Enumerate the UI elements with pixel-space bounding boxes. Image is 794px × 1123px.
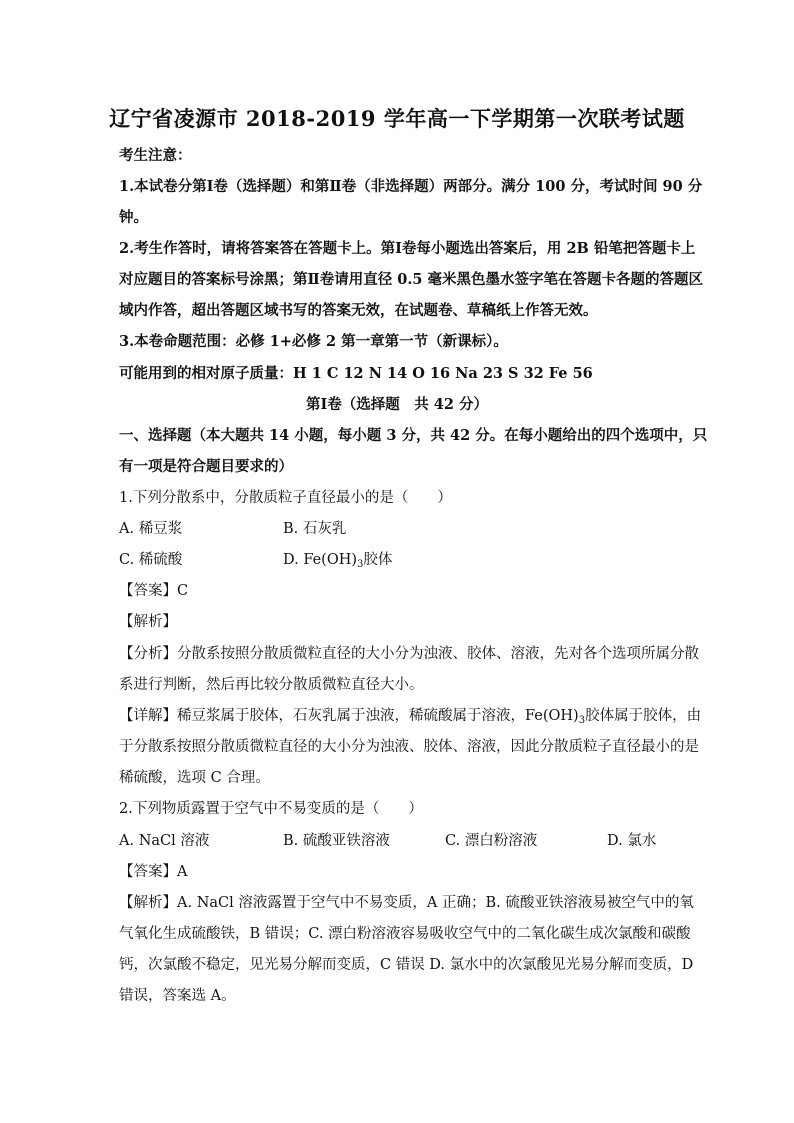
notice-3: 3.本卷命题范围：必修 1+必修 2 第一章第一节（新课标）。 (119, 333, 508, 350)
q1-answer: 【答案】C (119, 583, 189, 599)
atomic-mass-line: 可能用到的相对原子质量：H 1 C 12 N 14 O 16 Na 23 S 32 Fe 56 (119, 365, 593, 382)
section-title: 第Ⅰ卷（选择题 共 42 分） (305, 396, 489, 413)
q2-option-b: B. 硫酸亚铁溶液 (283, 833, 390, 849)
q2-jiexi-line-4: 错误，答案选 A。 (119, 988, 236, 1004)
part1-instructions-line-1: 一、选择题（本大题共 14 小题，每小题 3 分，共 42 分。在每小题给出的四个选项中，只 (119, 427, 708, 444)
q1-fenxi-line-2: 系进行判断，然后再比较分散质微粒直径大小。 (119, 677, 424, 693)
q1-option-a: A. 稀豆浆 (119, 521, 183, 537)
page-title: 辽宁省凌源市 2018-2019 学年高一下学期第一次联考试题 (109, 106, 685, 131)
q2-option-d: D. 氯水 (607, 833, 657, 849)
q1-analysis-heading: 【解析】 (119, 614, 177, 630)
q2-option-c: C. 漂白粉溶液 (445, 833, 538, 849)
q1-option-d: D. $Fe(OH)_3$胶体 (283, 552, 393, 570)
notice-2-line-3: 域内作答，超出答题区域书写的答案无效，在试题卷、草稿纸上作答无效。 (119, 302, 598, 319)
q2-jiexi-line-2: 气氧化生成硫酸铁，B 错误；C. 漂白粉溶液容易吸收空气中的二氧化碳生成次氯酸和碳酸 (119, 926, 691, 942)
q2-option-a: A. NaCl 溶液 (119, 833, 210, 849)
notice-2-line-2: 对应题目的答案标号涂黑；第Ⅱ卷请用直径 0.5 毫米黑色墨水签字笔在答题卡各题的答题区 (119, 271, 704, 288)
q2-jiexi-line-1: 【解析】A. NaCl 溶液露置于空气中不易变质，A 正确；B. 硫酸亚铁溶液易被空气中的氧 (119, 895, 694, 911)
notice-heading: 考生注意： (119, 147, 192, 164)
q2-stem: 2.下列物质露置于空气中不易变质的是（ ） (119, 801, 423, 817)
q2-jiexi-line-3: 钙，次氯酸不稳定，见光易分解而变质，C 错误 D. 氯水中的次氯酸见光易分解而变质，D (119, 957, 694, 973)
q1-stem: 1.下列分散系中，分散质粒子直径最小的是（ ） (119, 490, 452, 506)
part1-instructions-line-2: 有一项是符合题目要求的） (119, 458, 293, 475)
notice-1-line-1: 1.本试卷分第Ⅰ卷（选择题）和第Ⅱ卷（非选择题）两部分。满分 100 分，考试时间 90 分 (119, 178, 703, 195)
q2-answer: 【答案】A (119, 864, 188, 880)
q1-xiangjie-line-2: 于分散系按照分散质微粒直径的大小分为浊液、胶体、溶液，因此分散质粒子直径最小的是 (119, 739, 699, 755)
q1-xiangjie-line-3: 稀硫酸，选项 C 合理。 (119, 770, 270, 786)
notice-2-line-1: 2.考生作答时，请将答案答在答题卡上。第Ⅰ卷每小题选出答案后，用 2B 铅笔把答题卡上 (119, 240, 696, 257)
q1-option-c: C. 稀硫酸 (119, 552, 183, 568)
notice-1-line-2: 钟。 (119, 209, 148, 226)
q1-option-b: B. 石灰乳 (283, 521, 347, 537)
q1-fenxi-line-1: 【分析】分散系按照分散质微粒直径的大小分为浊液、胶体、溶液，先对各个选项所属分散 (119, 646, 699, 662)
q1-xiangjie-line-1: 【详解】稀豆浆属于胶体，石灰乳属于浊液，稀硫酸属于溶液，$Fe(OH)_3$胶体属于胶体，由 (119, 708, 702, 726)
